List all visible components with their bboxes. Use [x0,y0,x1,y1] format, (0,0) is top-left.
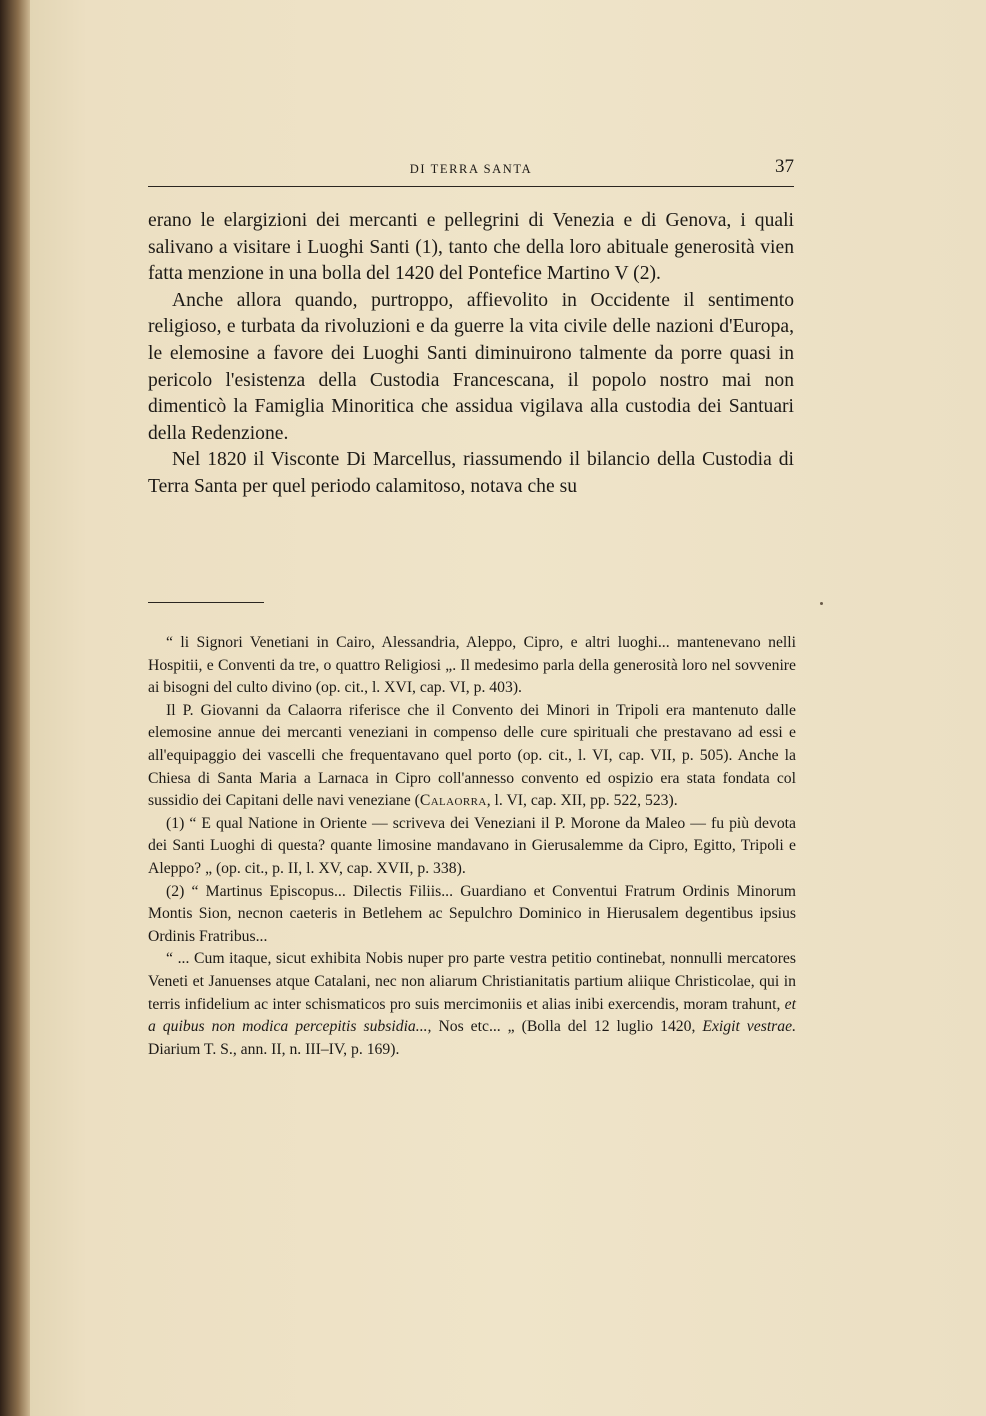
italic-quote: et a quibus non modica percepitis subsidia..., [148,995,796,1036]
book-spine-edge [0,0,30,1416]
footnote [148,700,796,813]
book-page [30,0,986,1416]
footnote-2: (2) “ Martinus Episcopus... Dilectis Filiis... Guardiano et Conventui Fratrum Ordinis Minorum Montis Sion, necnon caeteris in Betlehem ac Sepulchro Dominico in Hierusalem degentibus ipsius Ordinis Fratribus... [148,882,796,945]
running-header [148,156,794,187]
italic-title: Exigit vestrae. [702,1018,797,1036]
page-number: 37 [775,156,794,177]
paragraph: erano le elargizioni dei mercanti e pellegrini di Venezia e di Genova, i quali salivano a visitare i Luoghi Santi (1), tanto che della loro abituale generosità vien fatta menzione in una bolla del 1420 del Pontefice Martino V (2). [148,210,794,285]
footnote-1: (1) “ E qual Natione in Oriente — scriveva dei Veneziani il P. Morone da Maleo — fu più devota dei Santi Luoghi di questa? quante limosine mandavano in Gierusalemme da Cipro, Egitto, Tripoli e Aleppo? „ (op. cit., p. II, l. XV, cap. XVII, p. 338). [148,814,796,877]
author-name: Calaorra [419,792,487,810]
running-title: DI TERRA SANTA [409,162,533,176]
footnote-separator [148,602,264,603]
paragraph: Nel 1820 il Visconte Di Marcellus, riassumendo il bilancio della Custodia di Terra Santa per quel periodo calamitoso, notava che su [148,449,794,497]
paper-speck [820,602,823,605]
main-text [148,208,794,501]
footnote-text: , l. VI, cap. XII, pp. 522, 523). [486,792,678,810]
footnote-text: “ ... Cum itaque, sicut exhibita Nobis nuper pro parte vestra petitio continebat, nonnulli mercatores Veneti et Januenses atque Catalani, nec non aliarum Christianitatis partium aliique Christicolae, qui in terris infidelium ac inter schismaticos pro suis mercimoniis et alias inibi exercendis, moram trahunt, [148,950,796,1013]
footnote-text: Diarium T. S., ann. II, n. III–IV, p. 169). [148,1040,400,1058]
footnote-text: Nos etc... „ (Bolla del 12 luglio 1420, [438,1018,696,1036]
paragraph: Anche allora quando, purtroppo, affievolito in Occidente il sentimento religioso, e turbata da rivoluzioni e da guerre la vita civile delle nazioni d'Europa, le elemosine a favore dei Luoghi Santi diminuirono talmente da porre quasi in pericolo l'esistenza della Custodia Francescana, il popolo nostro mai non dimenticò la Famiglia Minoritica che assidua vigilava alla custodia dei Santuari della Redenzione. [148,289,794,444]
footnote-text: Il P. Giovanni da Calaorra riferisce che il Convento dei Minori in Tripoli era mantenuto dalle elemosine annue dei mercanti veneziani in compenso delle cure spirituali che prestavano ad essi e all'equipaggio dei vascelli che frequentavano quel porto (op. cit., l. VI, cap. VII, p. 505). Anche la Chiesa di Santa Maria a Larnaca in Cipro coll'annesso convento ed ospizio era stata fondata col sussidio dei Capitani delle navi veneziane ( [148,701,796,810]
footnote [148,948,796,1061]
footnotes [148,632,796,1061]
footnote: “ li Signori Venetiani in Cairo, Alessandria, Aleppo, Cipro, e altri luoghi... mantenevano nelli Hospitii, e Conventi da tre, o quattro Religiosi „. Il medesimo parla della generosità loro nel sovvenire ai bisogni del culto divino (op. cit., l. XVI, cap. VI, p. 403). [148,634,796,697]
